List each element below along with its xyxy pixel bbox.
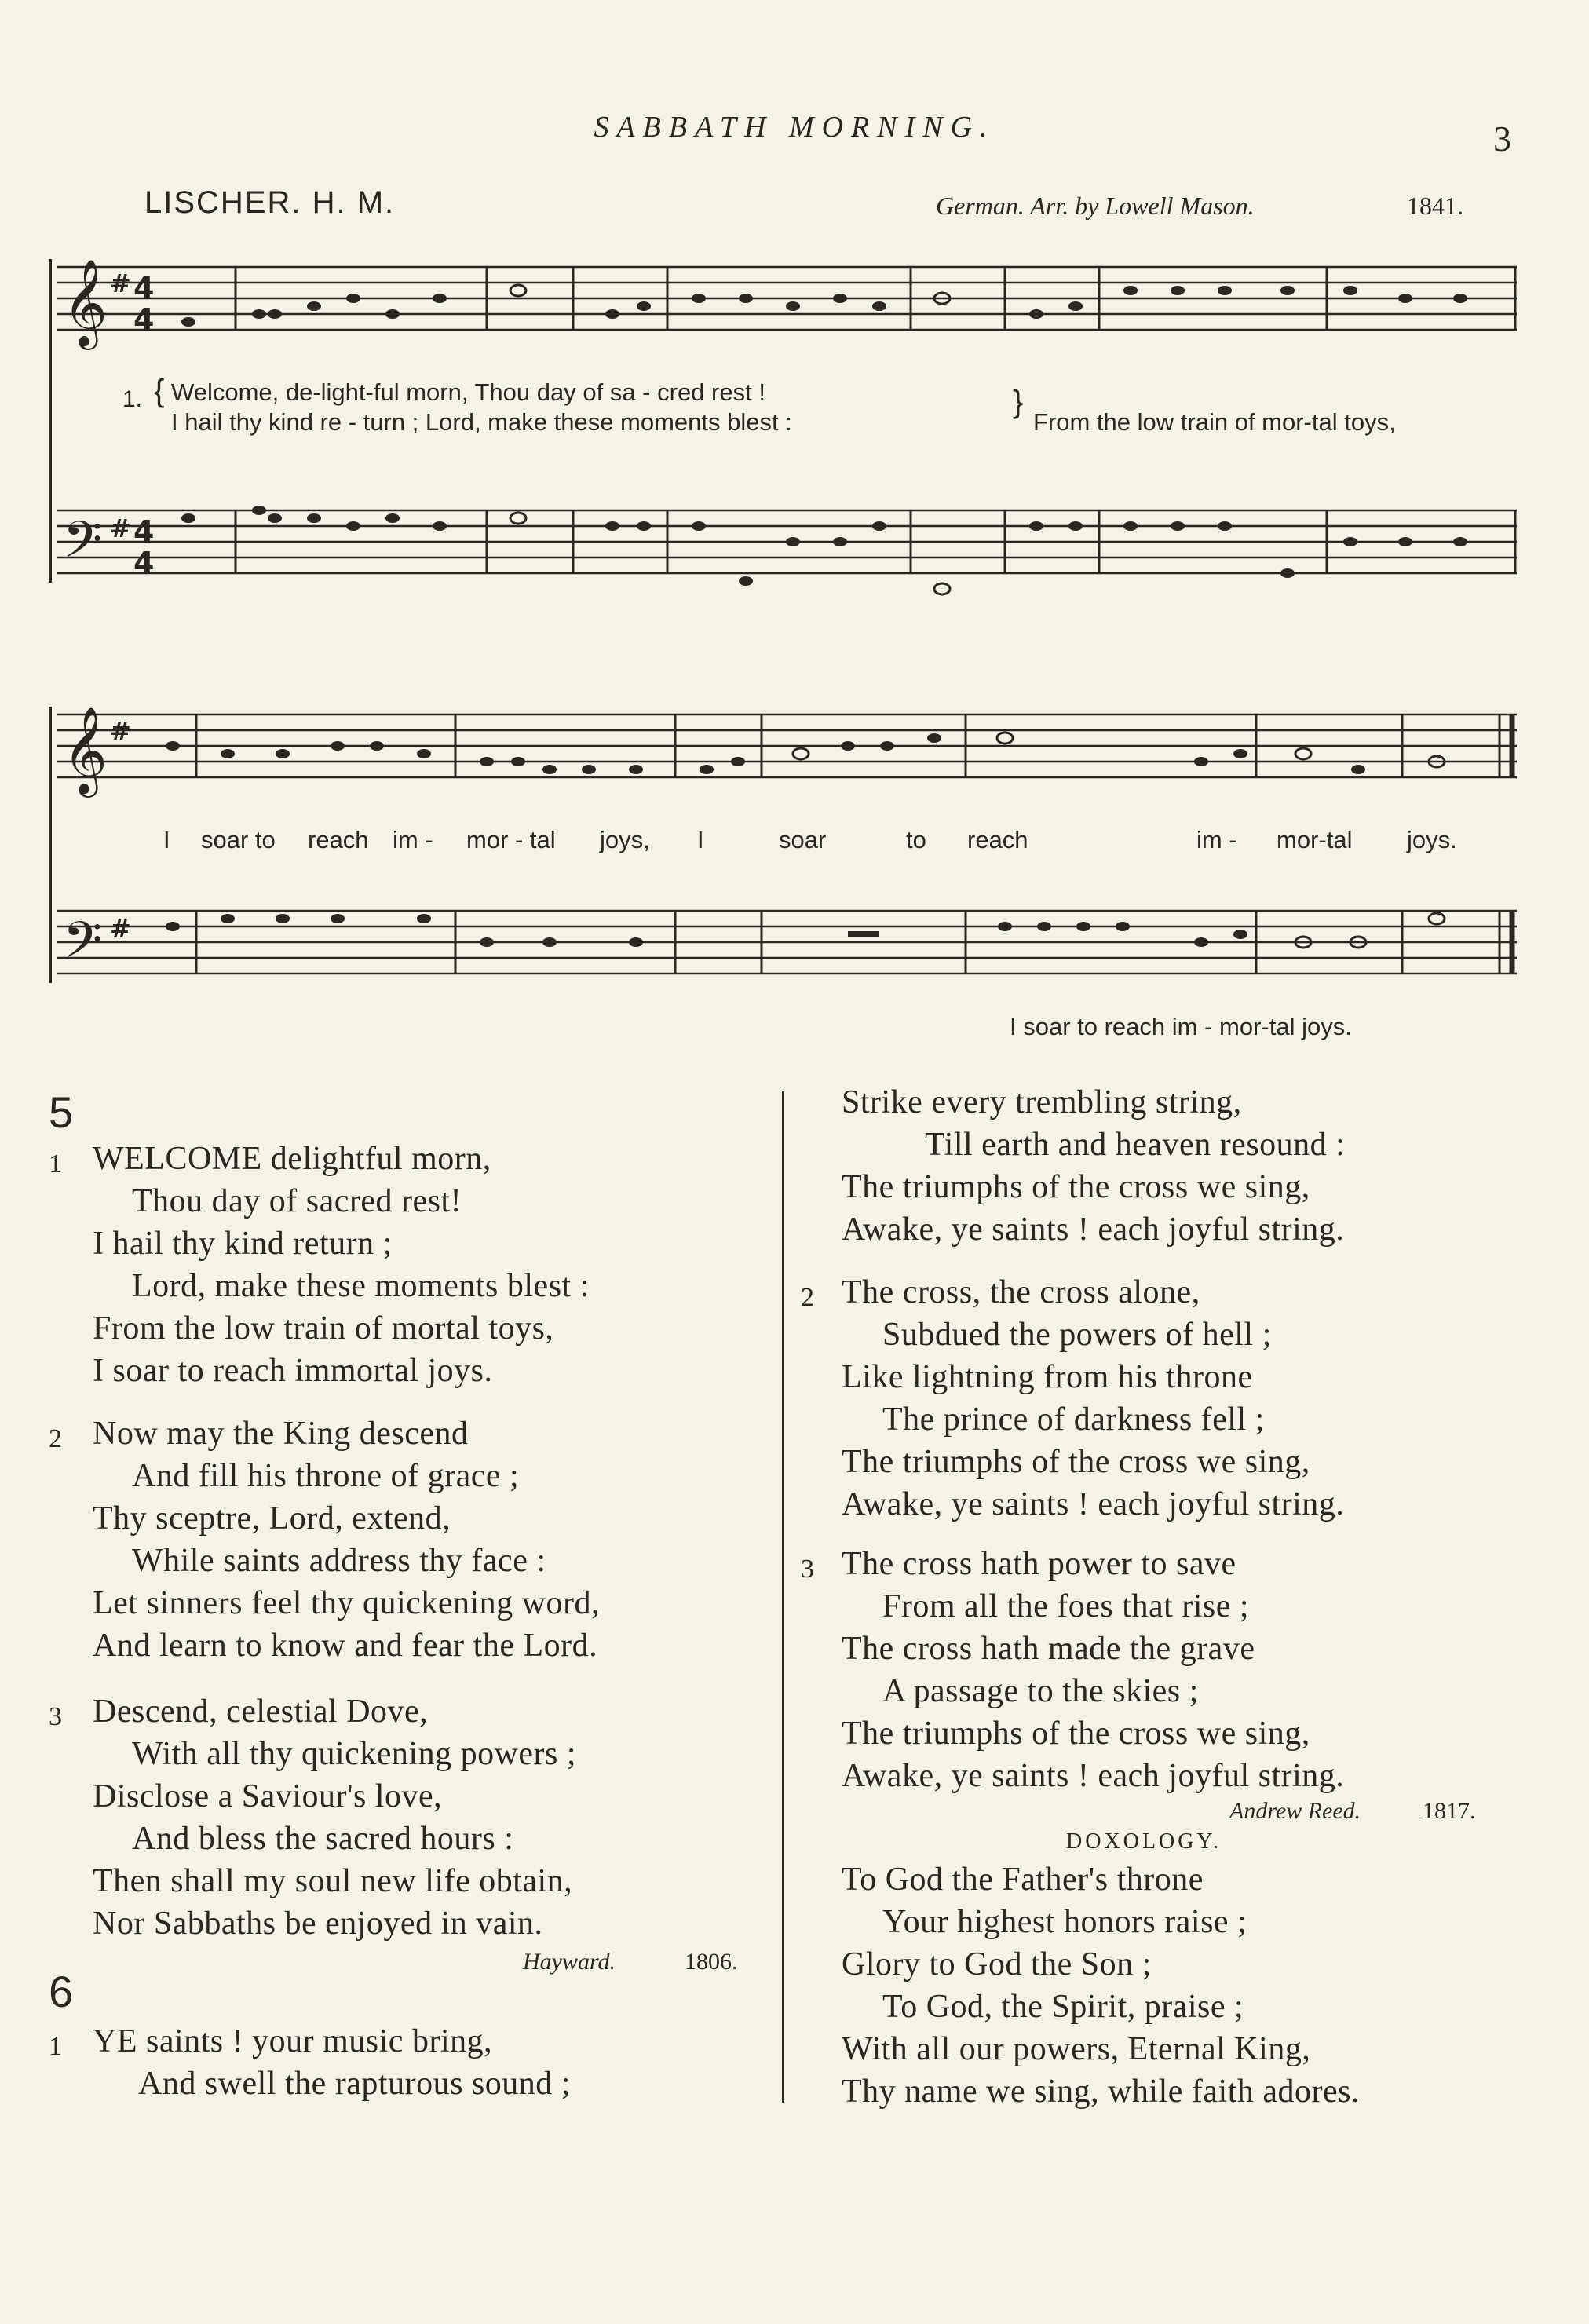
doxology-line: Glory to God the Son ; [842, 1946, 1152, 1982]
hymn-line: Then shall my soul new life obtain, [93, 1863, 573, 1899]
treble-notes-1 [181, 285, 1467, 327]
svg-text:4: 4 [133, 271, 155, 305]
stanza-number: 2 [49, 1424, 62, 1453]
hymn-number: 5 [49, 1087, 74, 1137]
hymn-line: From all the foes that rise ; [882, 1588, 1250, 1624]
hymn-line: Disclose a Saviour's love, [93, 1778, 443, 1814]
lyric-word: mor - tal [466, 826, 556, 853]
lyric-word: soar [779, 826, 827, 853]
clef-symbols-2 [63, 706, 131, 982]
svg-text:#: # [110, 269, 131, 298]
bass-lyric: I soar to reach im - mor-tal joys. [1010, 1013, 1352, 1040]
doxology-line: To God the Father's throne [842, 1862, 1204, 1898]
hymn-line: And bless the sacred hours : [132, 1821, 514, 1857]
hymn-year: 1806. [685, 1949, 738, 1975]
lyric-line-b: I hail thy kind re - turn ; Lord, make these moments blest : [171, 408, 792, 436]
doxology-line: Thy name we sing, while faith adores. [842, 2074, 1360, 2110]
hymn-line: The triumphs of the cross we sing, [842, 1169, 1310, 1205]
hymn-line: Awake, ye saints ! each joyful string. [842, 1211, 1345, 1248]
svg-text:#: # [110, 914, 131, 944]
svg-text:4: 4 [133, 302, 155, 337]
stanza-number: 1 [49, 2032, 62, 2061]
svg-text:𝄢: 𝄢 [63, 912, 103, 982]
lyric-word: soar to [201, 826, 276, 853]
hymn-year: 1817. [1423, 1798, 1476, 1824]
hymn-line: Descend, celestial Dove, [93, 1694, 429, 1730]
hymn-line: The prince of darkness fell ; [882, 1401, 1265, 1438]
lyric-word: mor-tal [1277, 826, 1353, 853]
bass-notes-1 [181, 506, 1467, 594]
svg-text:𝄢: 𝄢 [63, 511, 103, 582]
hymn-line: WELCOME delightful morn, [93, 1141, 491, 1177]
lyric-line-c: From the low train of mor-tal toys, [1033, 408, 1396, 436]
lyric-line-a: Welcome, de-light-ful morn, Thou day of sa - cred rest ! [171, 378, 765, 406]
verse-number: 1. [122, 386, 143, 412]
hymn-line: Thou day of sacred rest! [132, 1183, 462, 1219]
hymn-line: And learn to know and fear the Lord. [93, 1628, 598, 1664]
hymn-line: The cross hath power to save [842, 1546, 1236, 1582]
hymn-line: Awake, ye saints ! each joyful string. [842, 1486, 1345, 1522]
hymn-line: The cross, the cross alone, [842, 1274, 1200, 1310]
hymn-line: Thy sceptre, Lord, extend, [93, 1500, 451, 1537]
hymn-author: Hayward. [523, 1949, 616, 1975]
stanza-number: 2 [801, 1283, 814, 1312]
hymn-line: A passage to the skies ; [882, 1673, 1199, 1709]
hymn-line: From the low train of mortal toys, [93, 1310, 554, 1347]
stanza-number: 3 [801, 1555, 814, 1584]
tune-attribution: German. Arr. by Lowell Mason. [936, 192, 1255, 220]
treble-notes-2 [166, 733, 1445, 774]
hymn-line: Till earth and heaven resound : [925, 1127, 1346, 1163]
hymn-line: With all thy quickening powers ; [132, 1736, 577, 1772]
hymn-line: Now may the King descend [93, 1416, 469, 1452]
hymn-line: Subdued the powers of hell ; [882, 1317, 1272, 1353]
stanza-number: 1 [49, 1149, 62, 1178]
doxology-heading: DOXOLOGY. [1066, 1829, 1222, 1854]
hymn-line: And swell the rapturous sound ; [138, 2066, 571, 2102]
hymn-line: Like lightning from his throne [842, 1359, 1253, 1395]
hymn-line: The cross hath made the grave [842, 1631, 1255, 1667]
svg-text:#: # [110, 513, 131, 543]
column-divider [782, 1091, 784, 2103]
doxology-line: Your highest honors raise ; [882, 1904, 1247, 1940]
hymn-number: 6 [49, 1967, 74, 2016]
hymn-line: And fill his throne of grace ; [132, 1458, 520, 1494]
hymn-line: YE saints ! your music bring, [93, 2023, 493, 2059]
hymn-line: Lord, make these moments blest : [132, 1268, 590, 1304]
lyric-brace-open: { [154, 374, 165, 408]
lyric-word: to [906, 826, 926, 853]
svg-text:𝄞: 𝄞 [63, 258, 108, 346]
lyric-word: reach [967, 826, 1028, 853]
hymn-line: I soar to reach immortal joys. [93, 1353, 493, 1389]
hymn-line: I hail thy kind return ; [93, 1226, 393, 1262]
svg-text:𝄞: 𝄞 [63, 706, 108, 794]
lyric-brace-close: } [1013, 385, 1024, 419]
stanza-number: 3 [49, 1702, 62, 1731]
clef-symbols [63, 258, 154, 582]
lyric-word: I [163, 826, 170, 853]
lyric-word: im - [1196, 826, 1237, 853]
hymn-line: While saints address thy face : [132, 1543, 546, 1579]
hymn-line: Strike every trembling string, [842, 1084, 1242, 1120]
svg-text:4: 4 [133, 514, 155, 549]
hymn-line: The triumphs of the cross we sing, [842, 1444, 1310, 1480]
lyric-word: reach [308, 826, 369, 853]
svg-text:#: # [110, 716, 131, 746]
hymn-line: The triumphs of the cross we sing, [842, 1716, 1310, 1752]
hymn-line: Let sinners feel thy quickening word, [93, 1585, 600, 1621]
lyric-word: im - [393, 826, 433, 853]
page-number: 3 [1493, 119, 1511, 159]
svg-text:4: 4 [133, 546, 155, 580]
hymn-line: Nor Sabbaths be enjoyed in vain. [93, 1906, 543, 1942]
lyric-word: I [697, 826, 704, 853]
tune-title: LISCHER. H. M. [144, 185, 396, 220]
lyric-word: joys, [600, 826, 650, 853]
tune-year: 1841. [1407, 192, 1463, 220]
hymn-author: Andrew Reed. [1229, 1798, 1361, 1824]
doxology-line: To God, the Spirit, praise ; [882, 1989, 1244, 2025]
doxology-line: With all our powers, Eternal King, [842, 2031, 1311, 2067]
lyric-word: joys. [1407, 826, 1457, 853]
hymn-line: Awake, ye saints ! each joyful string. [842, 1758, 1345, 1794]
running-head: SABBATH MORNING. [594, 111, 995, 144]
